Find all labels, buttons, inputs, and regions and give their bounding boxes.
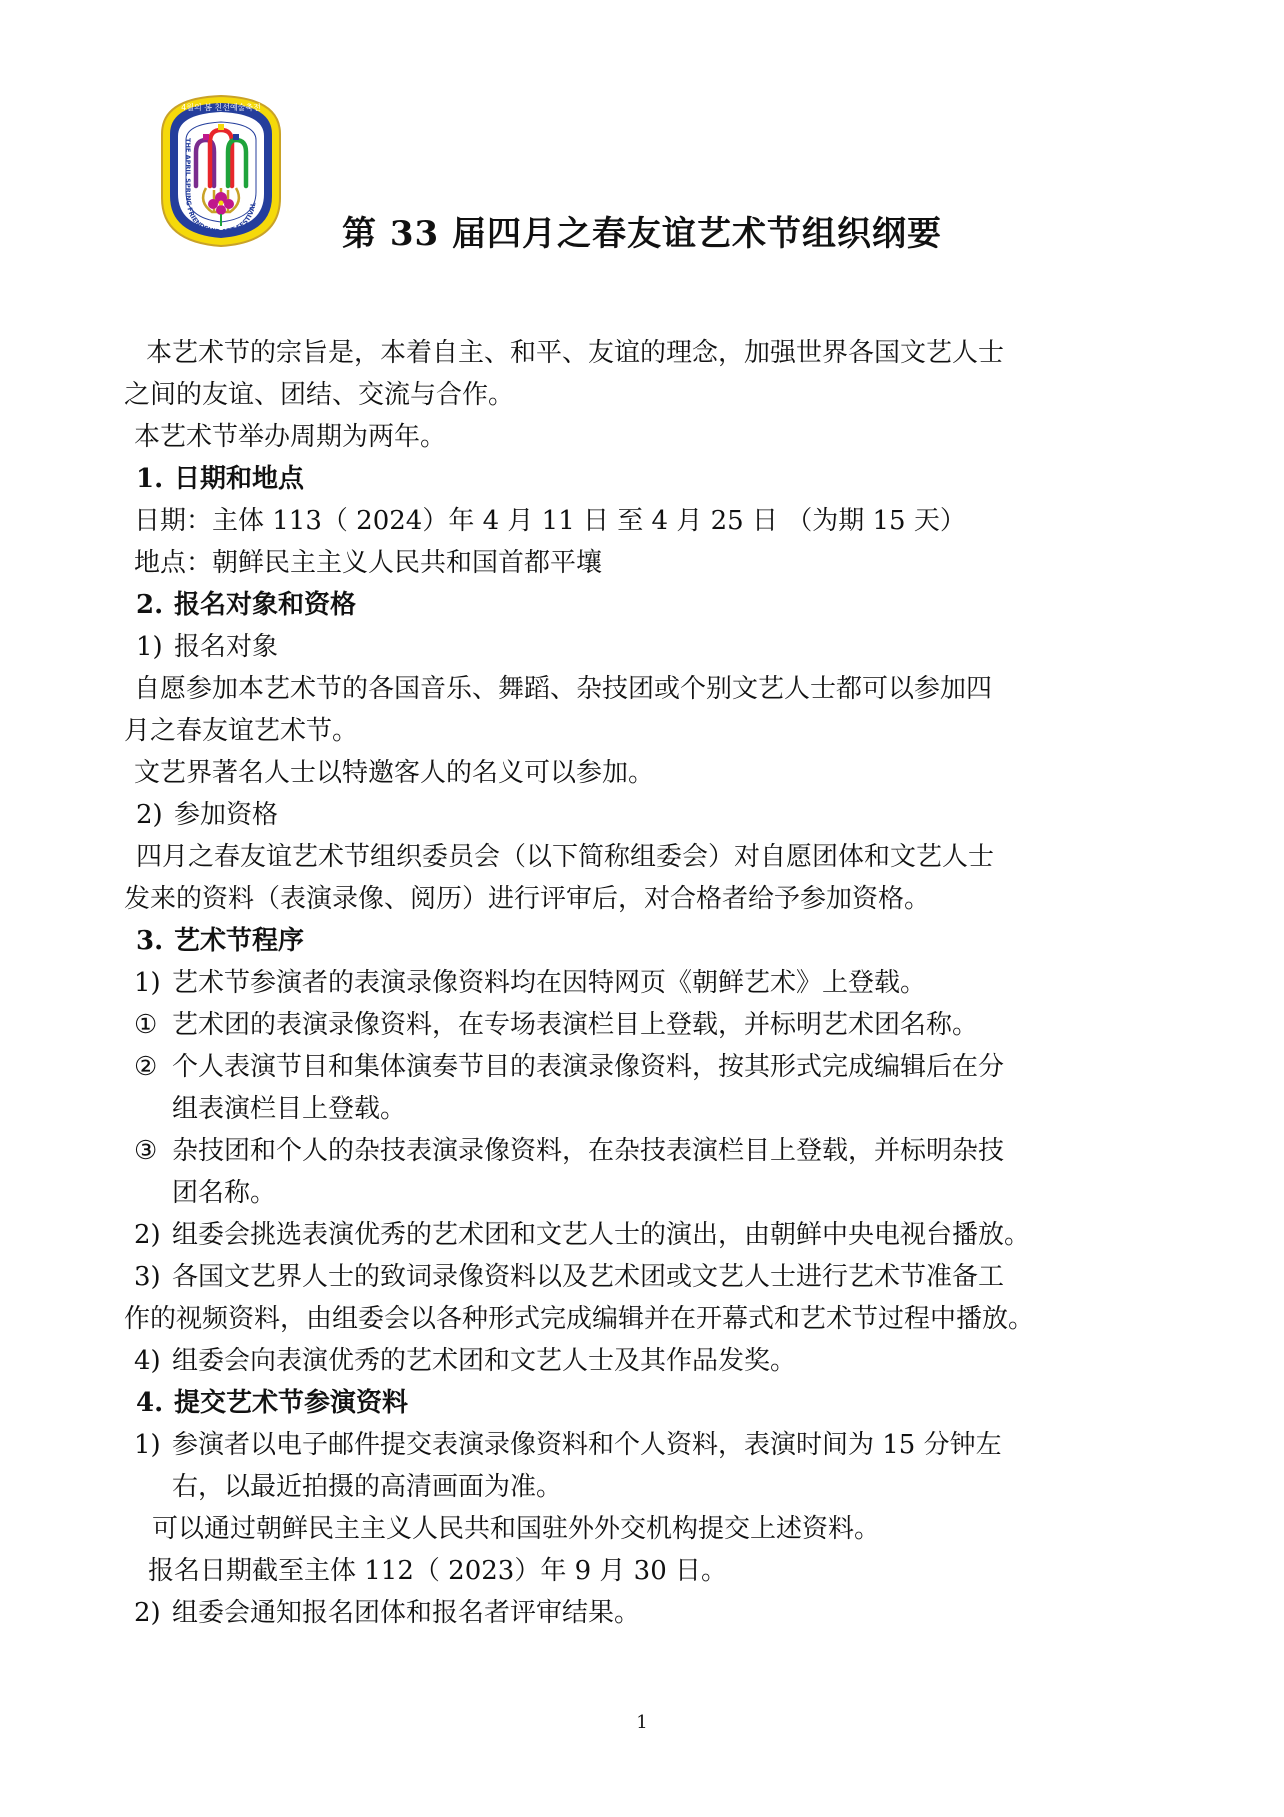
section-heading-2 bbox=[136, 590, 356, 620]
para-qualification-2: 发来的资料（表演录像、阅历）进行评审后，对合格者给予参加资格。 bbox=[124, 884, 931, 914]
circled-number: ③ bbox=[134, 1136, 158, 1166]
section-heading-label: 日期和地点 bbox=[174, 464, 305, 494]
para-deadline: 报名日期截至主体 112（ 2023）年 9 月 30 日。 bbox=[148, 1556, 728, 1586]
para-applicants-2: 月之春友谊艺术节。 bbox=[124, 716, 359, 746]
section-heading-label: 艺术节程序 bbox=[174, 926, 305, 956]
section-heading-label: 提交艺术节参演资料 bbox=[174, 1388, 409, 1418]
para-qualification-1: 四月之春友谊艺术节组织委员会（以下简称组委会）对自愿团体和文艺人士 bbox=[136, 842, 995, 872]
program-sub-3: ③ 杂技团和个人的杂技表演录像资料，在杂技表演栏目上登载，并标明杂技 bbox=[134, 1136, 1005, 1166]
program-item-1: 1) 艺术节参演者的表演录像资料均在因特网页《朝鲜艺术》上登载。 bbox=[134, 968, 927, 998]
item-number: 1) bbox=[134, 1430, 161, 1460]
logo-ring-text: THE APRIL SPRING FRIENDSHIP ART FESTIVAL bbox=[183, 138, 258, 237]
item-number: 2) bbox=[134, 1220, 161, 1250]
submit-item-1-cont: 右，以最近拍摄的高清画面为准。 bbox=[172, 1472, 563, 1502]
page-number: 1 bbox=[636, 1712, 648, 1733]
document-title: 第 33 届四月之春友谊艺术节组织纲要 bbox=[342, 214, 942, 254]
circled-number: ① bbox=[134, 1010, 158, 1040]
program-item-2: 2) 组委会挑选表演优秀的艺术团和文艺人士的演出，由朝鲜中央电视台播放。 bbox=[134, 1220, 1031, 1250]
item-number: 1) bbox=[136, 632, 163, 662]
item-number: 3) bbox=[134, 1262, 161, 1292]
program-sub-3-cont: 团名称。 bbox=[172, 1178, 277, 1208]
logo-arc-text: 4월의 봄 친선예술축전 bbox=[181, 103, 261, 112]
program-item-3: 3) 各国文艺界人士的致词录像资料以及艺术团或文艺人士进行艺术节准备工 bbox=[134, 1262, 1005, 1292]
circled-number: ② bbox=[134, 1052, 158, 1082]
section-number: 4. bbox=[136, 1388, 164, 1418]
para-applicants-1: 自愿参加本艺术节的各国音乐、舞蹈、杂技团或个别文艺人士都可以参加四 bbox=[134, 674, 993, 704]
section-number: 2. bbox=[136, 590, 164, 620]
section-number: 3. bbox=[136, 926, 164, 956]
para-cycle: 本艺术节举办周期为两年。 bbox=[134, 422, 447, 452]
item-number: 1) bbox=[134, 968, 161, 998]
para-purpose-2: 之间的友谊、团结、交流与合作。 bbox=[124, 380, 515, 410]
section-heading-label: 报名对象和资格 bbox=[174, 590, 357, 620]
subheading-qualification: 2) 参加资格 bbox=[136, 800, 279, 830]
para-guests: 文艺界著名人士以特邀客人的名义可以参加。 bbox=[134, 758, 655, 788]
para-purpose-1: 本艺术节的宗旨是，本着自主、和平、友谊的理念，加强世界各国文艺人士 bbox=[146, 338, 1005, 368]
item-number: 2) bbox=[136, 800, 163, 830]
program-item-3-cont: 作的视频资料，由组委会以各种形式完成编辑并在开幕式和艺术节过程中播放。 bbox=[124, 1304, 1035, 1334]
submit-item-2: 2) 组委会通知报名团体和报名者评审结果。 bbox=[134, 1598, 641, 1628]
section-heading-3 bbox=[136, 926, 304, 956]
program-item-4: 4) 组委会向表演优秀的艺术团和文艺人士及其作品发奖。 bbox=[134, 1346, 797, 1376]
para-location: 地点：朝鲜民主主义人民共和国首都平壤 bbox=[134, 548, 603, 578]
section-number: 1. bbox=[136, 464, 164, 494]
section-heading-1 bbox=[136, 464, 304, 494]
para-date: 日期：主体 113（ 2024）年 4 月 11 日 至 4 月 25 日 （为期 15 天） bbox=[134, 506, 966, 536]
program-sub-2: ② 个人表演节目和集体演奏节目的表演录像资料，按其形式完成编辑后在分 bbox=[134, 1052, 1005, 1082]
program-sub-1: ① 艺术团的表演录像资料，在专场表演栏目上登载，并标明艺术团名称。 bbox=[134, 1010, 979, 1040]
program-sub-2-cont: 组表演栏目上登载。 bbox=[172, 1094, 407, 1124]
section-heading-4 bbox=[136, 1388, 408, 1418]
item-number: 2) bbox=[134, 1598, 161, 1628]
item-number: 4) bbox=[134, 1346, 161, 1376]
submit-item-1: 1) 参演者以电子邮件提交表演录像资料和个人资料，表演时间为 15 分钟左 bbox=[134, 1430, 1002, 1460]
para-embassy: 可以通过朝鲜民主主义人民共和国驻外外交机构提交上述资料。 bbox=[152, 1514, 881, 1544]
subheading-applicants: 1) 报名对象 bbox=[136, 632, 279, 662]
